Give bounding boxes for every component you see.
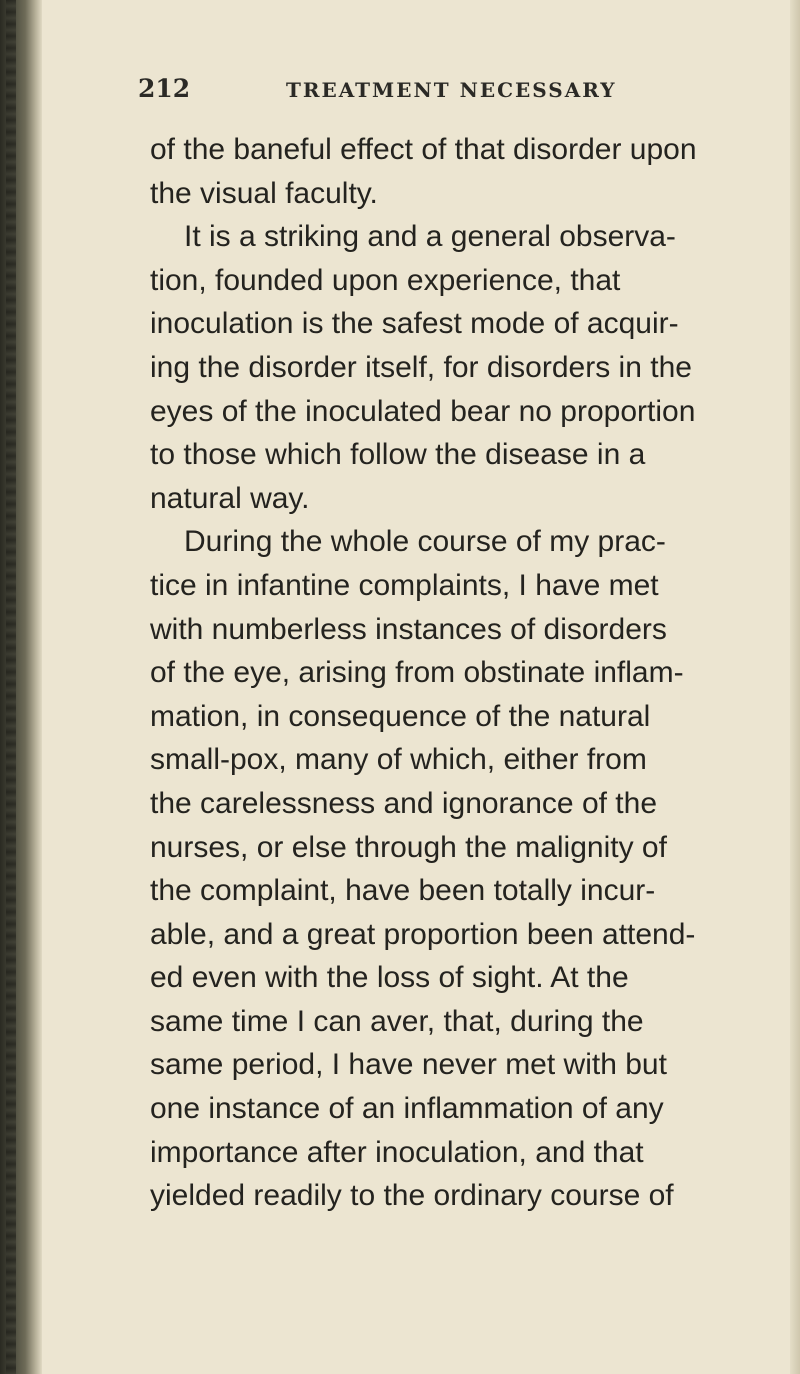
text-line: mation, in consequence of the natural — [150, 699, 651, 733]
page-edge — [790, 0, 800, 1374]
text-line: same time I can aver, that, during the — [150, 1004, 644, 1038]
text-line: importance after inoculation, and that — [150, 1135, 644, 1169]
paragraph-start-line: During the whole course of my prac- — [184, 525, 666, 559]
paragraph-start-line: It is a striking and a general observa- — [184, 220, 676, 254]
text-line: to those which follow the disease in a — [150, 438, 646, 472]
text-line: natural way. — [150, 481, 310, 515]
text-line: small-pox, many of which, either from — [150, 743, 647, 777]
text-line: same period, I have never met with but — [150, 1048, 667, 1082]
text-line: yielded readily to the ordinary course of — [150, 1179, 674, 1213]
text-line: the complaint, have been totally incur- — [150, 874, 656, 908]
text-line: ing the disorder itself, for disorders in the — [150, 350, 692, 384]
page-number: 212 — [138, 74, 191, 103]
text-line: the visual faculty. — [150, 176, 378, 210]
text-line: able, and a great proportion been attend- — [150, 917, 696, 951]
text-line: tion, founded upon experience, that — [150, 263, 621, 297]
binding-stitching — [6, 0, 16, 1374]
text-line: inoculation is the safest mode of acquir- — [150, 307, 679, 341]
text-line: ed even with the loss of sight. At the — [150, 961, 629, 995]
text-line: one instance of an inflammation of any — [150, 1092, 664, 1126]
text-line: of the eye, arising from obstinate inflam- — [150, 656, 684, 690]
text-line: the carelessness and ignorance of the — [150, 786, 657, 820]
running-head: TREATMENT NECESSARY — [286, 78, 617, 102]
text-line: of the baneful effect of that disorder upon — [150, 133, 697, 166]
text-line: with numberless instances of disorders — [150, 612, 667, 646]
body-text — [150, 128, 750, 1218]
text-line: tice in infantine complaints, I have met — [150, 568, 659, 602]
text-line: nurses, or else through the malignity of — [150, 830, 667, 864]
text-line: eyes of the inoculated bear no proportion — [150, 394, 696, 428]
